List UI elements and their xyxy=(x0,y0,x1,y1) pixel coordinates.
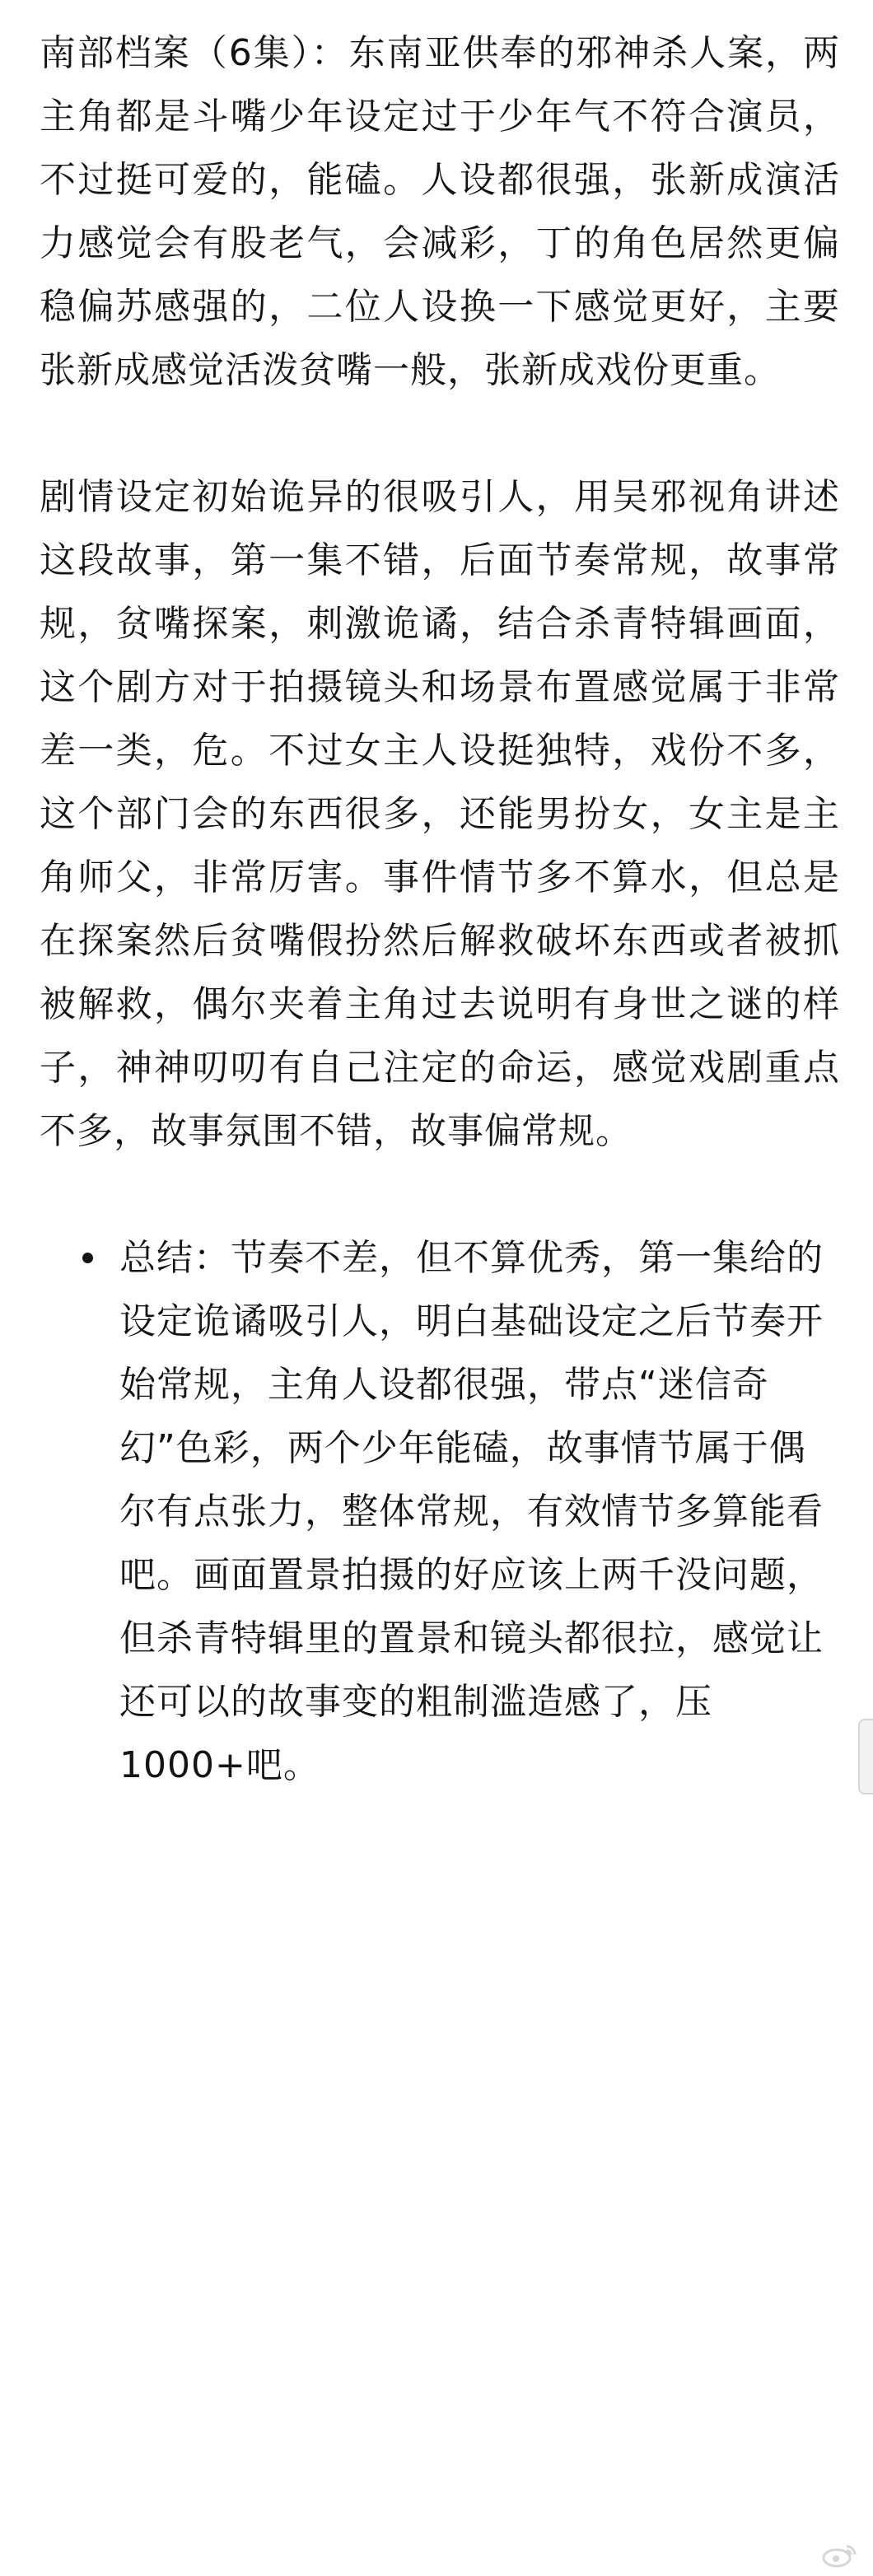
bullet-dot-icon xyxy=(82,1253,93,1263)
paragraph-plot: 剧情设定初始诡异的很吸引人，用吴邪视角讲述这段故事，第一集不错，后面节奏常规，故事常规，贫嘴探案，刺激诡谲，结合杀青特辑画面，这个剧方对于拍摄镜头和场景布置感觉属于非常差一类，危。不过女主人设挺独特，戏份不多，这个部门会的东西很多，还能男扮女，女主是主角师父，非常厉害。事件情节多不算水，但总是在探案然后贫嘴假扮然后解救破坏东西或者被抓被解救，偶尔夹着主角过去说明有身世之谜的样子，神神叨叨有自己注定的命运，感觉戏剧重点不多，故事氛围不错，故事偏常规。 xyxy=(40,476,840,1152)
article-body xyxy=(40,0,840,1797)
weibo-logo-icon xyxy=(822,2543,858,2568)
side-tab-handle[interactable] xyxy=(858,1719,873,1794)
summary-list-item xyxy=(40,1226,840,1797)
paragraph-intro: 南部档案（6集）：东南亚供奉的邪神杀人案，两主角都是斗嘴少年设定过于少年气不符合演员，不过挺可爱的，能磕。人设都很强，张新成演活力感觉会有股老气，会减彩，丁的角色居然更偏稳偏苏感强的，二位人设换一下感觉更好，主要张新成感觉活泼贫嘴一般，张新成戏份更重。 xyxy=(40,32,840,391)
watermark xyxy=(822,2543,858,2568)
summary-text: 总结：节奏不差，但不算优秀，第一集给的设定诡谲吸引人，明白基础设定之后节奏开始常规，主角人设都很强，带点“迷信奇幻”色彩，两个少年能磕，故事情节属于偶尔有点张力，整体常规，有效情节多算能看吧。画面置景拍摄的好应该上两千没问题，但杀青特辑里的置景和镜头都很拉，感觉让还可以的故事变的粗制滥造感了，压1000+吧。 xyxy=(119,1237,824,1786)
